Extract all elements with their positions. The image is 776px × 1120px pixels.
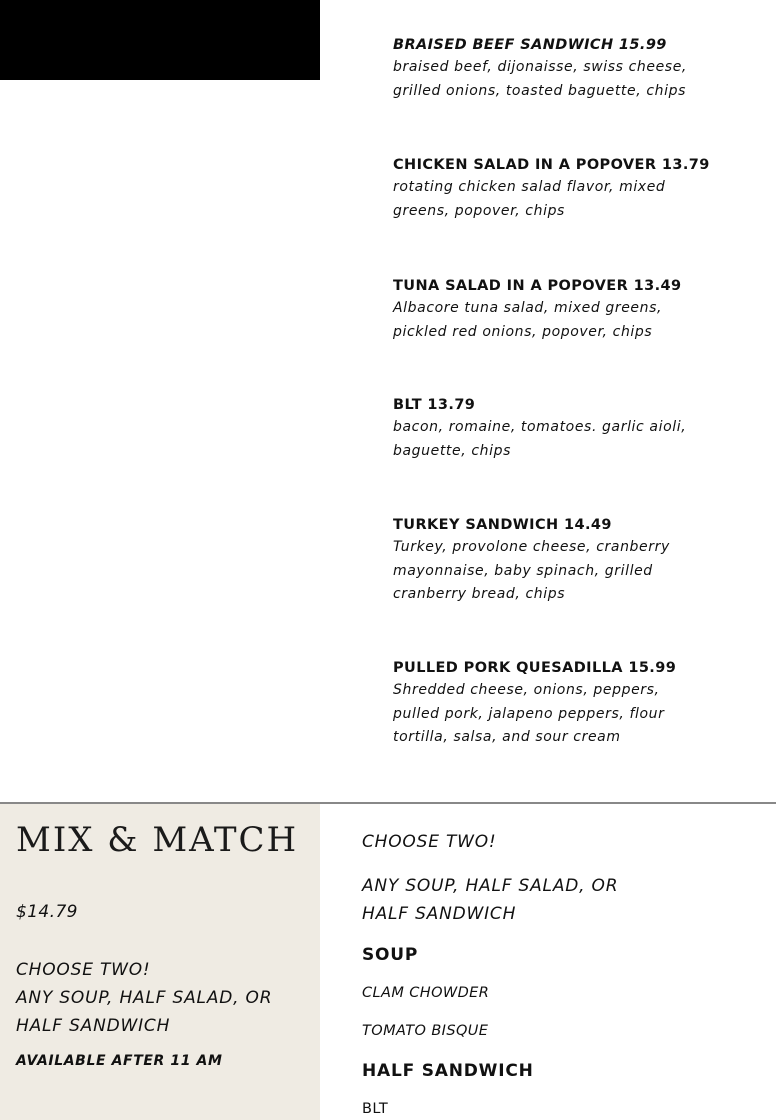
menu-item	[393, 36, 723, 103]
mix-match-choose-line: CHOOSE TWO!	[16, 960, 151, 980]
menu-item-description: Turkey, provolone cheese, cranberry mayonnaise, baby spinach, grilled cranberry bread, chips	[393, 539, 670, 602]
menu-item-description: braised beef, dijonaisse, swiss cheese, grilled onions, toasted baguette, chips	[393, 59, 687, 99]
menu-item-title: TUNA SALAD IN A POPOVER 13.49	[393, 278, 682, 294]
availability-note: AVAILABLE AFTER 11 AM	[16, 1053, 223, 1069]
soup-option: TOMATO BISQUE	[362, 1023, 489, 1039]
menu-item	[393, 516, 723, 607]
menu-item-description: Albacore tuna salad, mixed greens, pickled red onions, popover, chips	[393, 300, 663, 340]
mix-match-price: $14.79	[16, 902, 78, 922]
soup-option: CLAM CHOWDER	[362, 985, 490, 1001]
menu-item-description: rotating chicken salad flavor, mixed greens, popover, chips	[393, 179, 666, 219]
any-choice-text: ANY SOUP, HALF SALAD, OR HALF SANDWICH	[362, 876, 619, 924]
choose-two-text: CHOOSE TWO!	[362, 832, 497, 852]
menu-item-description: bacon, romaine, tomatoes. garlic aioli, baguette, chips	[393, 419, 687, 459]
menu-item	[393, 156, 723, 223]
mix-match-title: MIX & MATCH	[16, 820, 299, 860]
mix-match-options-line: ANY SOUP, HALF SALAD, OR HALF SANDWICH	[16, 988, 273, 1036]
menu-item-title: CHICKEN SALAD IN A POPOVER 13.79	[393, 157, 710, 173]
soup-heading: SOUP	[362, 945, 419, 965]
mix-match-instructions	[16, 956, 286, 1040]
half-sandwich-option: BLT	[362, 1101, 389, 1117]
menu-item-title: BLT 13.79	[393, 397, 476, 413]
black-header-block	[0, 0, 320, 80]
menu-item	[393, 396, 723, 463]
half-sandwich-heading: HALF SANDWICH	[362, 1061, 534, 1081]
menu-item-title: TURKEY SANDWICH 14.49	[393, 517, 612, 533]
menu-item	[393, 277, 723, 344]
menu-item	[393, 659, 723, 750]
menu-item-title: PULLED PORK QUESADILLA 15.99	[393, 660, 677, 676]
menu-item-title: BRAISED BEEF SANDWICH 15.99	[393, 37, 667, 53]
mix-match-panel	[0, 804, 320, 1120]
menu-item-description: Shredded cheese, onions, peppers, pulled pork, jalapeno peppers, flour tortilla, salsa, and sour cream	[393, 682, 665, 745]
